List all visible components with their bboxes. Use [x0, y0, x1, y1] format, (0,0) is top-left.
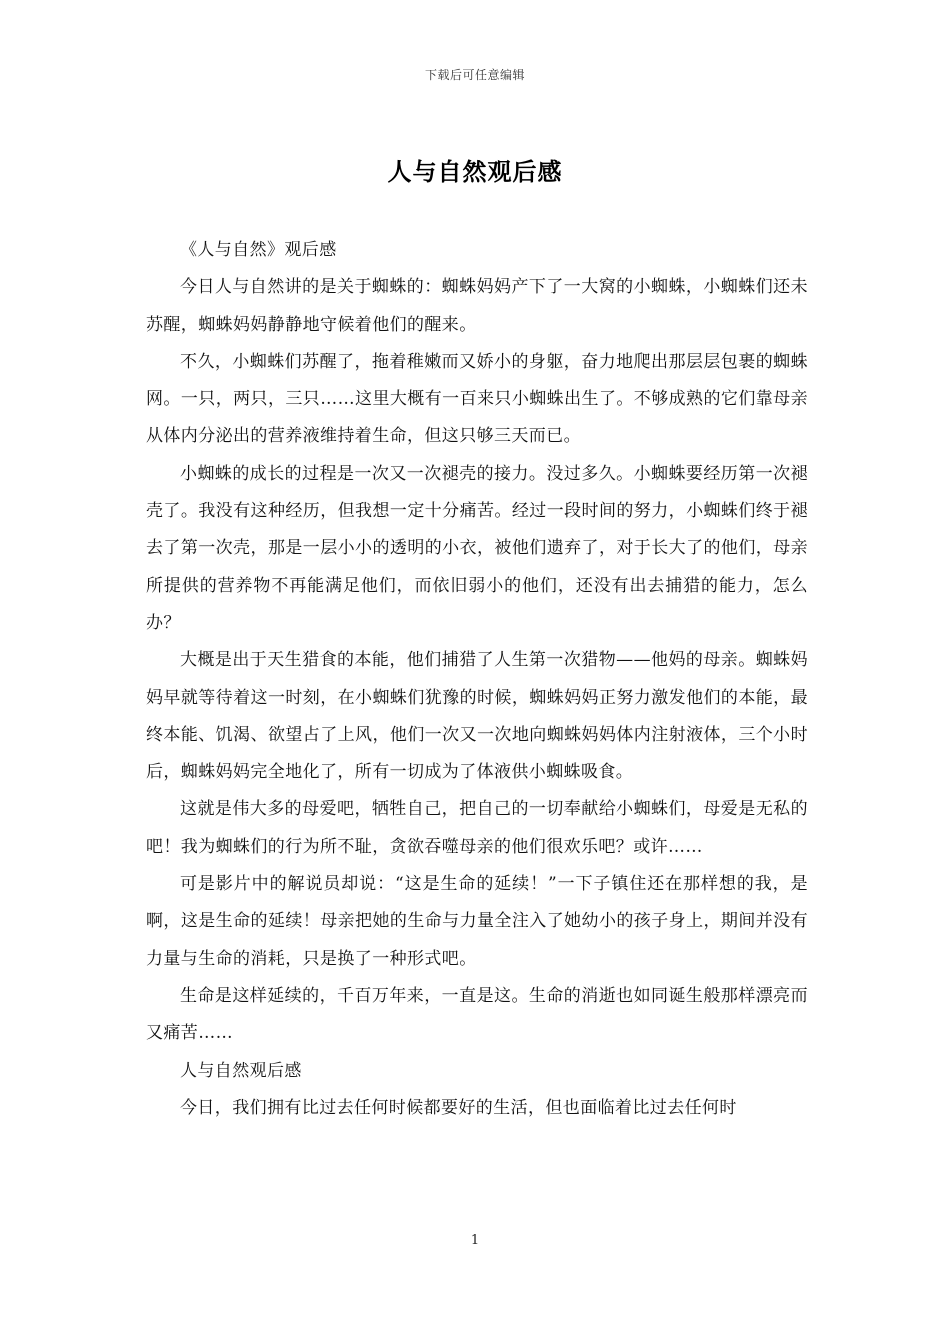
paragraph: 小蜘蛛的成长的过程是一次又一次褪壳的接力。没过多久。小蜘蛛要经历第一次褪壳了。我没有这种经历，但我想一定十分痛苦。经过一段时间的努力，小蜘蛛们终于褪去了第一次壳，那是一层小小的透明的小衣，被他们遗弃了，对于长大了的他们，母亲所提供的营养物不再能满足他们，而依旧弱小的他们，还没有出去捕猎的能力，怎么办？ [146, 463, 808, 633]
paragraph-subtitle: 《人与自然》观后感 [180, 240, 337, 260]
paragraph: 今日人与自然讲的是关于蜘蛛的：蜘蛛妈妈产下了一大窝的小蜘蛛，小蜘蛛们还未苏醒，蜘蛛妈妈静静地守候着他们的醒来。 [146, 277, 808, 335]
paragraph: 今日，我们拥有比过去任何时候都要好的生活，但也面临着比过去任何时 [180, 1097, 737, 1118]
document-title: 人与自然观后感 [387, 157, 563, 186]
page-header: 下载后可任意编辑 [424, 68, 525, 82]
document-body [146, 232, 808, 1127]
paragraph-section-heading: 人与自然观后感 [180, 1060, 302, 1081]
paragraph: 大概是出于天生猎食的本能，他们捕猎了人生第一次猎物——他妈的母亲。蜘蛛妈妈早就等待着这一时刻，在小蜘蛛们犹豫的时候，蜘蛛妈妈正努力激发他们的本能，最终本能、饥渴、欲望占了上风，他们一次又一次地向蜘蛛妈妈体内注射液体，三个小时后，蜘蛛妈妈完全地化了，所有一切成为了体液供小蜘蛛吸食。 [146, 650, 808, 783]
paragraph: 生命是这样延续的，千百万年来，一直是这。生命的消逝也如同诞生般那样漂亮而又痛苦…… [146, 985, 808, 1044]
paragraph: 可是影片中的解说员却说：“这是生命的延续！”一下子镇住还在那样想的我，是啊，这是生命的延续！母亲把她的生命与力量全注入了她幼小的孩子身上，期间并没有力量与生命的消耗，只是换了一种形式吧。 [146, 874, 808, 969]
paragraph: 不久，小蜘蛛们苏醒了，拖着稚嫩而又娇小的身躯，奋力地爬出那层层包裹的蜘蛛网。一只，两只，三只……这里大概有一百来只小蜘蛛出生了。不够成熟的它们靠母亲从体内分泌出的营养液维持着生命，但这只够三天而已。 [146, 351, 808, 447]
page-number: 1 [470, 1233, 480, 1248]
paragraph: 这就是伟大多的母爱吧，牺牲自己，把自己的一切奉献给小蜘蛛们，母爱是无私的吧！我为蜘蛛们的行为所不耻，贪欲吞噬母亲的他们很欢乐吧？或许…… [146, 799, 808, 857]
